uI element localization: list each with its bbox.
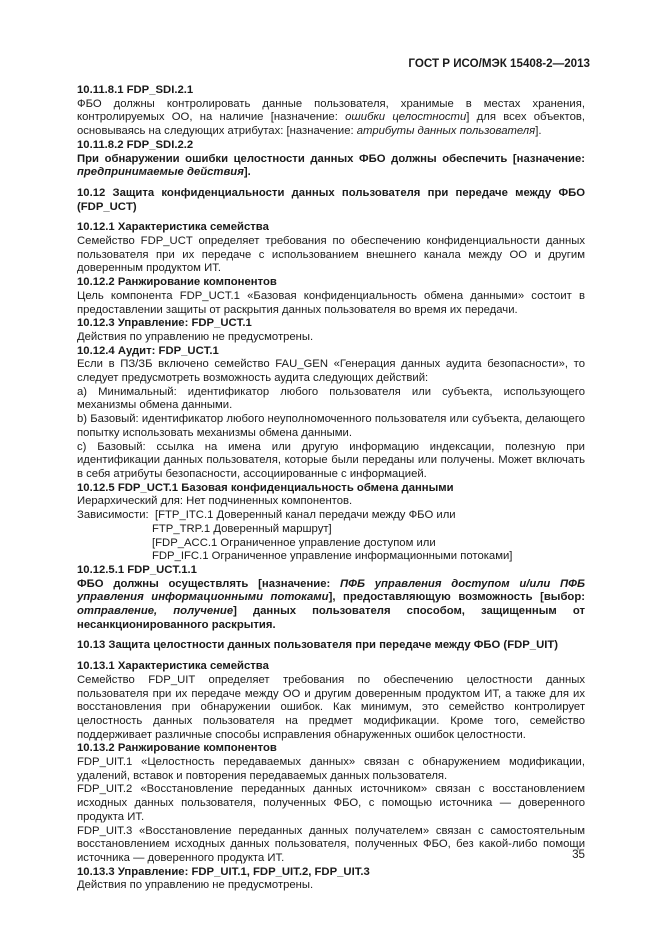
clause-text [77,153,585,180]
dependency-item: FTP_TRP.1 Доверенный маршрут] [152,522,332,535]
dependency-item: [FTP_ITC.1 Доверенный канал передачи между ФБО или [154,509,456,522]
clause-heading: 10.12.5.1 FDP_UCT.1.1 [77,563,197,576]
text-run: ] для всех объектов, основываясь на следующих атрибутах: [назначение: [77,111,586,138]
document-header: ГОСТ Р ИСО/МЭК 15408-2—2013 [408,57,590,70]
subsection-heading: 10.12.5 FDP_UCT.1 Базовая конфиденциальность обмена данными [77,481,454,494]
subsection-heading: 10.12.1 Характеристика семейства [77,221,269,234]
paragraph: Если в ПЗ/ЗБ включено семейство FAU_GEN «Генерация данных аудита безопасности», то следует предусмотреть возможность аудита следующих действий: [77,358,585,385]
paragraph: FDP_UIT.3 «Восстановление переданных данных получателем» связан с самостоятельным восстановлением исходных данных пользователя, полученных ФБО, без какой-либо помощи источника — доверенного продукта ИТ. [77,824,585,864]
section-title: 10.12 Защита конфиденциальности данных пользователя при передаче между ФБО (FDP_UCT) [77,186,585,213]
list-item: a) Минимальный: идентификатор любого пользователя или субъекта, использующего механизмы обмена данными. [77,385,585,412]
text-run: ]. [535,125,542,138]
italic-run: ошибки целостности [345,111,467,124]
hierarchy-line: Иерархический для: Нет подчиненных компонентов. [77,495,353,508]
page-number: 35 [572,848,585,861]
text-run: ], предоставляющую возможность [выбор: [328,591,585,604]
paragraph: Семейство FDP_UCT определяет требования по обеспечению конфиденциальности данных пользователя при их передаче с использованием внешнего канала между ОО и другим доверенным продуктом ИТ. [77,235,585,275]
paragraph: Действия по управлению не предусмотрены. [77,879,314,892]
dependency-item: [FDP_ACC.1 Ограниченное управление доступом или [152,536,436,549]
subsection-heading: 10.13.1 Характеристика семейства [77,660,269,673]
paragraph: Действия по управлению не предусмотрены. [77,330,314,343]
dependency-item: FDP_IFC.1 Ограниченное управление информационными потоками] [152,550,513,563]
italic-run: атрибуты данных пользователя [356,125,536,138]
paragraph: Семейство FDP_UIT определяет требования по обеспечению целостности данных пользователя при их передаче между ОО и другим доверенным продуктом ИТ, а также для их восстановления при обнаружении ошибок. Как минимум, это семейство контролирует целостность данных пользователя на предмет модификации. Кроме того, семейство поддерживает различные способы исправления обнаруженных ошибок целостности. [77,673,585,741]
dependencies-line [77,509,585,523]
list-item: b) Базовый: идентификатор любого неуполномоченного пользователя или субъекта, делающего попытку использовать механизмы обмена данными. [77,413,585,439]
dependencies-label: Зависимости: [77,509,149,522]
text-run: ФБО должны осуществлять [назначение: [77,577,341,590]
subsection-heading: 10.13.3 Управление: FDP_UIT.1, FDP_UIT.2, FDP_UIT.3 [77,865,370,878]
clause-text [77,578,585,633]
italic-run: отправление, получение [77,605,234,618]
paragraph: FDP_UIT.2 «Восстановление переданных данных источником» связан с восстановлением исходных данных пользователя, полученных ФБО, с помощью источника — доверенного продукта ИТ. [77,783,585,823]
text-run: ]. [243,166,251,179]
clause-text [77,98,585,139]
italic-run: ПФБ управления доступом и/или ПФБ управления информационными потоками [77,577,585,604]
subsection-heading: 10.12.2 Ранжирование компонентов [77,276,277,289]
subsection-heading: 10.12.4 Аудит: FDP_UCT.1 [77,344,219,357]
section-title: 10.13 Защита целостности данных пользователя при передаче между ФБО (FDP_UIT) [77,639,559,652]
clause-heading: 10.11.8.1 FDP_SDI.2.1 [77,84,194,96]
subsection-heading: 10.12.3 Управление: FDP_UCT.1 [77,317,252,330]
page-content [77,84,585,893]
text-run: При обнаружении ошибки целостности данных ФБО должны обеспечить [назначение: [77,152,585,165]
paragraph: FDP_UIT.1 «Целостность передаваемых данных» связан с обнаружением модификации, удалений, вставок и повторения передаваемых данных пользователя. [77,756,585,782]
list-item: c) Базовый: ссылка на имена или другую информацию индексации, полезную при идентификации данных пользователя, которые были переданы или получены. Может включать в себя атрибуты безопасности, ассоциированные с информацией. [77,440,585,480]
clause-heading: 10.11.8.2 FDP_SDI.2.2 [77,138,194,151]
italic-run: предпринимаемые действия [77,166,244,179]
text-run: ФБО должны контролировать данные пользователя, хранимые в местах хранения, контролируемых ОО, на наличие [назначение: [77,97,585,124]
text-run: ] данных пользователя способом, защищенным от несанкционированного раскрытия. [77,605,585,631]
paragraph: Цель компонента FDP_UCT.1 «Базовая конфиденциальность обмена данными» состоит в предоставлении защиты от раскрытия данных пользователя во время их передачи. [77,289,585,316]
subsection-heading: 10.13.2 Ранжирование компонентов [77,742,277,755]
